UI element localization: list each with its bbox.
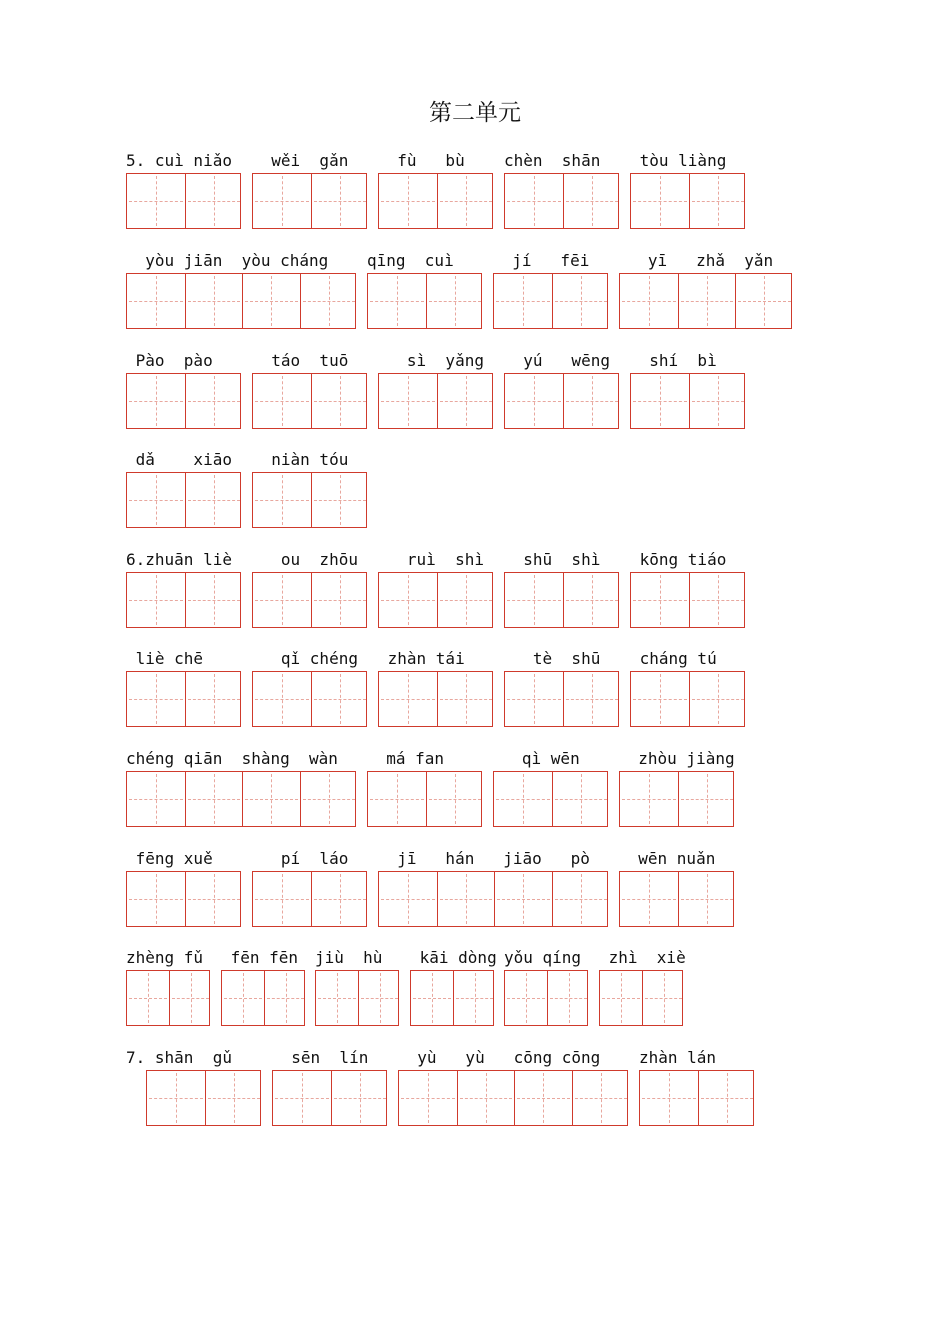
tian-grid-cell[interactable] bbox=[127, 971, 169, 1025]
tian-grid-cell[interactable] bbox=[205, 1071, 263, 1125]
pinyin-label: tè shū bbox=[504, 649, 601, 668]
character-writing-box[interactable] bbox=[378, 173, 493, 229]
character-writing-box[interactable] bbox=[493, 273, 608, 329]
character-writing-box[interactable] bbox=[252, 373, 367, 429]
tian-grid-cell[interactable] bbox=[426, 274, 484, 328]
tian-grid-cell[interactable] bbox=[437, 672, 495, 726]
pinyin-label: pí láo bbox=[252, 849, 349, 868]
tian-grid-cell[interactable] bbox=[600, 971, 642, 1025]
tian-grid-cell[interactable] bbox=[379, 374, 437, 428]
character-writing-box[interactable] bbox=[252, 173, 367, 229]
tian-grid-cell[interactable] bbox=[273, 1071, 331, 1125]
character-writing-box[interactable] bbox=[126, 373, 241, 429]
tian-grid-cell[interactable] bbox=[311, 573, 369, 627]
tian-grid-cell[interactable] bbox=[127, 573, 185, 627]
character-writing-box[interactable] bbox=[378, 373, 493, 429]
tian-grid-cell[interactable] bbox=[620, 772, 678, 826]
pinyin-label: chéng qiān shàng wàn bbox=[126, 749, 338, 768]
pinyin-label: yòu jiān yòu cháng bbox=[126, 251, 329, 270]
pinyin-label: shū shì bbox=[504, 550, 601, 569]
tian-grid-cell[interactable] bbox=[253, 672, 311, 726]
tian-grid-cell[interactable] bbox=[572, 1071, 630, 1125]
character-writing-box[interactable] bbox=[378, 671, 493, 727]
tian-grid-cell[interactable] bbox=[127, 473, 185, 527]
tian-grid-cell[interactable] bbox=[631, 573, 689, 627]
tian-grid-cell[interactable] bbox=[437, 573, 495, 627]
tian-grid-cell[interactable] bbox=[311, 174, 369, 228]
tian-grid-cell[interactable] bbox=[253, 174, 311, 228]
tian-grid-cell[interactable] bbox=[552, 274, 610, 328]
tian-grid-cell[interactable] bbox=[505, 174, 563, 228]
character-writing-box[interactable] bbox=[378, 572, 493, 628]
tian-grid-cell[interactable] bbox=[242, 772, 300, 826]
tian-grid-cell[interactable] bbox=[185, 672, 243, 726]
tian-grid-cell[interactable] bbox=[253, 473, 311, 527]
tian-grid-cell[interactable] bbox=[379, 672, 437, 726]
tian-grid-cell[interactable] bbox=[253, 374, 311, 428]
tian-grid-cell[interactable] bbox=[379, 872, 437, 926]
character-writing-box[interactable] bbox=[252, 472, 367, 528]
tian-grid-cell[interactable] bbox=[311, 672, 369, 726]
pinyin-label: zhèng fǔ bbox=[126, 948, 204, 967]
pinyin-label: sì yǎng bbox=[378, 351, 484, 370]
character-writing-box[interactable] bbox=[126, 472, 241, 528]
pinyin-label: zhì xiè bbox=[599, 948, 686, 967]
tian-grid-cell[interactable] bbox=[563, 374, 621, 428]
page-title: 第二单元 bbox=[429, 100, 521, 126]
tian-grid-cell[interactable] bbox=[127, 872, 185, 926]
character-writing-box[interactable] bbox=[315, 970, 399, 1026]
character-writing-box[interactable] bbox=[367, 273, 482, 329]
tian-grid-cell[interactable] bbox=[547, 971, 589, 1025]
character-writing-box[interactable] bbox=[252, 572, 367, 628]
tian-grid-cell[interactable] bbox=[640, 1071, 698, 1125]
character-writing-box[interactable] bbox=[599, 970, 683, 1026]
character-writing-box[interactable] bbox=[272, 1070, 387, 1126]
tian-grid-cell[interactable] bbox=[642, 971, 684, 1025]
character-writing-box[interactable] bbox=[630, 671, 745, 727]
tian-grid-cell[interactable] bbox=[457, 1071, 515, 1125]
tian-grid-cell[interactable] bbox=[222, 971, 264, 1025]
pinyin-label: ruì shì bbox=[378, 550, 484, 569]
tian-grid-cell[interactable] bbox=[505, 971, 547, 1025]
tian-grid-cell[interactable] bbox=[620, 274, 678, 328]
pinyin-label: 6.zhuān liè bbox=[126, 550, 232, 569]
character-writing-box[interactable] bbox=[630, 373, 745, 429]
character-writing-box[interactable] bbox=[504, 572, 619, 628]
tian-grid-cell[interactable] bbox=[698, 1071, 756, 1125]
tian-grid-cell[interactable] bbox=[253, 872, 311, 926]
tian-grid-cell[interactable] bbox=[494, 274, 552, 328]
tian-grid-cell[interactable] bbox=[494, 772, 552, 826]
tian-grid-cell[interactable] bbox=[399, 1071, 457, 1125]
tian-grid-cell[interactable] bbox=[127, 274, 185, 328]
pinyin-label: qǐ chéng bbox=[252, 649, 358, 668]
pinyin-label: wēn nuǎn bbox=[619, 849, 716, 868]
character-writing-box[interactable] bbox=[126, 173, 241, 229]
pinyin-label: jī hán jiāo pò bbox=[378, 849, 590, 868]
character-writing-box[interactable] bbox=[639, 1070, 754, 1126]
pinyin-label: cháng tú bbox=[630, 649, 717, 668]
pinyin-label: yī zhǎ yǎn bbox=[619, 251, 774, 270]
tian-grid-cell[interactable] bbox=[127, 374, 185, 428]
character-writing-box[interactable] bbox=[126, 871, 241, 927]
tian-grid-cell[interactable] bbox=[514, 1071, 572, 1125]
pinyin-label: Pào pào bbox=[126, 351, 213, 370]
pinyin-label: ou zhōu bbox=[252, 550, 358, 569]
tian-grid-cell[interactable] bbox=[253, 573, 311, 627]
pinyin-label: kōng tiáo bbox=[630, 550, 727, 569]
character-writing-box[interactable] bbox=[493, 771, 608, 827]
pinyin-label: jiù hù bbox=[315, 948, 383, 967]
tian-grid-cell[interactable] bbox=[563, 174, 621, 228]
tian-grid-cell[interactable] bbox=[300, 772, 358, 826]
tian-grid-cell[interactable] bbox=[358, 971, 400, 1025]
tian-grid-cell[interactable] bbox=[678, 772, 736, 826]
character-writing-box[interactable] bbox=[367, 771, 482, 827]
tian-grid-cell[interactable] bbox=[331, 1071, 389, 1125]
pinyin-label: sēn lín bbox=[272, 1048, 369, 1067]
tian-grid-cell[interactable] bbox=[620, 872, 678, 926]
tian-grid-cell[interactable] bbox=[368, 274, 426, 328]
tian-grid-cell[interactable] bbox=[185, 772, 243, 826]
character-writing-box[interactable] bbox=[126, 771, 356, 827]
tian-grid-cell[interactable] bbox=[311, 872, 369, 926]
pinyin-label: kāi dòng bbox=[410, 948, 497, 967]
character-writing-box[interactable] bbox=[630, 173, 745, 229]
tian-grid-cell[interactable] bbox=[311, 374, 369, 428]
tian-grid-cell[interactable] bbox=[494, 872, 552, 926]
character-writing-box[interactable] bbox=[504, 671, 619, 727]
pinyin-label: chèn shān bbox=[504, 151, 601, 170]
pinyin-label: zhòu jiàng bbox=[619, 749, 735, 768]
character-writing-box[interactable] bbox=[126, 572, 241, 628]
character-writing-box[interactable] bbox=[252, 871, 367, 927]
tian-grid-cell[interactable] bbox=[678, 872, 736, 926]
pinyin-label: shí bì bbox=[630, 351, 717, 370]
tian-grid-cell[interactable] bbox=[689, 374, 747, 428]
pinyin-label: má fan bbox=[367, 749, 445, 768]
tian-grid-cell[interactable] bbox=[316, 971, 358, 1025]
character-writing-box[interactable] bbox=[398, 1070, 628, 1126]
tian-grid-cell[interactable] bbox=[631, 174, 689, 228]
tian-grid-cell[interactable] bbox=[505, 573, 563, 627]
tian-grid-cell[interactable] bbox=[563, 672, 621, 726]
character-writing-box[interactable] bbox=[504, 173, 619, 229]
tian-grid-cell[interactable] bbox=[147, 1071, 205, 1125]
tian-grid-cell[interactable] bbox=[185, 374, 243, 428]
character-writing-box[interactable] bbox=[126, 671, 241, 727]
tian-grid-cell[interactable] bbox=[379, 573, 437, 627]
pinyin-label: táo tuō bbox=[252, 351, 349, 370]
character-writing-box[interactable] bbox=[126, 970, 210, 1026]
character-writing-box[interactable] bbox=[619, 273, 792, 329]
tian-grid-cell[interactable] bbox=[379, 174, 437, 228]
pinyin-label: yǒu qíng bbox=[504, 948, 582, 967]
tian-grid-cell[interactable] bbox=[735, 274, 793, 328]
tian-grid-cell[interactable] bbox=[552, 872, 610, 926]
tian-grid-cell[interactable] bbox=[185, 174, 243, 228]
tian-grid-cell[interactable] bbox=[505, 374, 563, 428]
pinyin-label: 5. cuì niǎo bbox=[126, 151, 232, 170]
pinyin-label: wěi gǎn bbox=[252, 151, 349, 170]
tian-grid-cell[interactable] bbox=[689, 672, 747, 726]
tian-grid-cell[interactable] bbox=[426, 772, 484, 826]
tian-grid-cell[interactable] bbox=[689, 573, 747, 627]
tian-grid-cell[interactable] bbox=[127, 672, 185, 726]
tian-grid-cell[interactable] bbox=[185, 274, 243, 328]
tian-grid-cell[interactable] bbox=[185, 473, 243, 527]
tian-grid-cell[interactable] bbox=[368, 772, 426, 826]
pinyin-label: qīng cuì bbox=[367, 251, 454, 270]
pinyin-label: tòu liàng bbox=[630, 151, 727, 170]
pinyin-label: fēng xuě bbox=[126, 849, 213, 868]
tian-grid-cell[interactable] bbox=[552, 772, 610, 826]
tian-grid-cell[interactable] bbox=[300, 274, 358, 328]
pinyin-label: niàn tóu bbox=[252, 450, 349, 469]
tian-grid-cell[interactable] bbox=[563, 573, 621, 627]
tian-grid-cell[interactable] bbox=[185, 872, 243, 926]
tian-grid-cell[interactable] bbox=[169, 971, 211, 1025]
tian-grid-cell[interactable] bbox=[185, 573, 243, 627]
tian-grid-cell[interactable] bbox=[437, 872, 495, 926]
tian-grid-cell[interactable] bbox=[505, 672, 563, 726]
tian-grid-cell[interactable] bbox=[631, 672, 689, 726]
tian-grid-cell[interactable] bbox=[242, 274, 300, 328]
pinyin-label: yù yù cōng cōng bbox=[398, 1048, 601, 1067]
tian-grid-cell[interactable] bbox=[631, 374, 689, 428]
tian-grid-cell[interactable] bbox=[127, 772, 185, 826]
pinyin-label: 7. shān gǔ bbox=[126, 1048, 232, 1067]
tian-grid-cell[interactable] bbox=[437, 174, 495, 228]
pinyin-label: zhàn lán bbox=[639, 1048, 717, 1067]
character-writing-box[interactable] bbox=[221, 970, 305, 1026]
pinyin-label: zhàn tái bbox=[378, 649, 465, 668]
character-writing-box[interactable] bbox=[252, 671, 367, 727]
character-writing-box[interactable] bbox=[126, 273, 356, 329]
tian-grid-cell[interactable] bbox=[437, 374, 495, 428]
character-writing-box[interactable] bbox=[410, 970, 494, 1026]
tian-grid-cell[interactable] bbox=[311, 473, 369, 527]
tian-grid-cell[interactable] bbox=[678, 274, 736, 328]
tian-grid-cell[interactable] bbox=[264, 971, 306, 1025]
pinyin-label: liè chē bbox=[126, 649, 204, 668]
pinyin-label: jí fēi bbox=[493, 251, 590, 270]
pinyin-label: fēn fēn bbox=[221, 948, 299, 967]
pinyin-label: qì wēn bbox=[493, 749, 580, 768]
character-writing-box[interactable] bbox=[378, 871, 608, 927]
tian-grid-cell[interactable] bbox=[689, 174, 747, 228]
character-writing-box[interactable] bbox=[619, 871, 734, 927]
tian-grid-cell[interactable] bbox=[453, 971, 495, 1025]
character-writing-box[interactable] bbox=[504, 970, 588, 1026]
character-writing-box[interactable] bbox=[619, 771, 734, 827]
pinyin-label: yú wēng bbox=[504, 351, 610, 370]
character-writing-box[interactable] bbox=[146, 1070, 261, 1126]
tian-grid-cell[interactable] bbox=[127, 174, 185, 228]
pinyin-label: dǎ xiāo bbox=[126, 450, 232, 469]
character-writing-box[interactable] bbox=[504, 373, 619, 429]
pinyin-label: fù bù bbox=[378, 151, 465, 170]
character-writing-box[interactable] bbox=[630, 572, 745, 628]
tian-grid-cell[interactable] bbox=[411, 971, 453, 1025]
